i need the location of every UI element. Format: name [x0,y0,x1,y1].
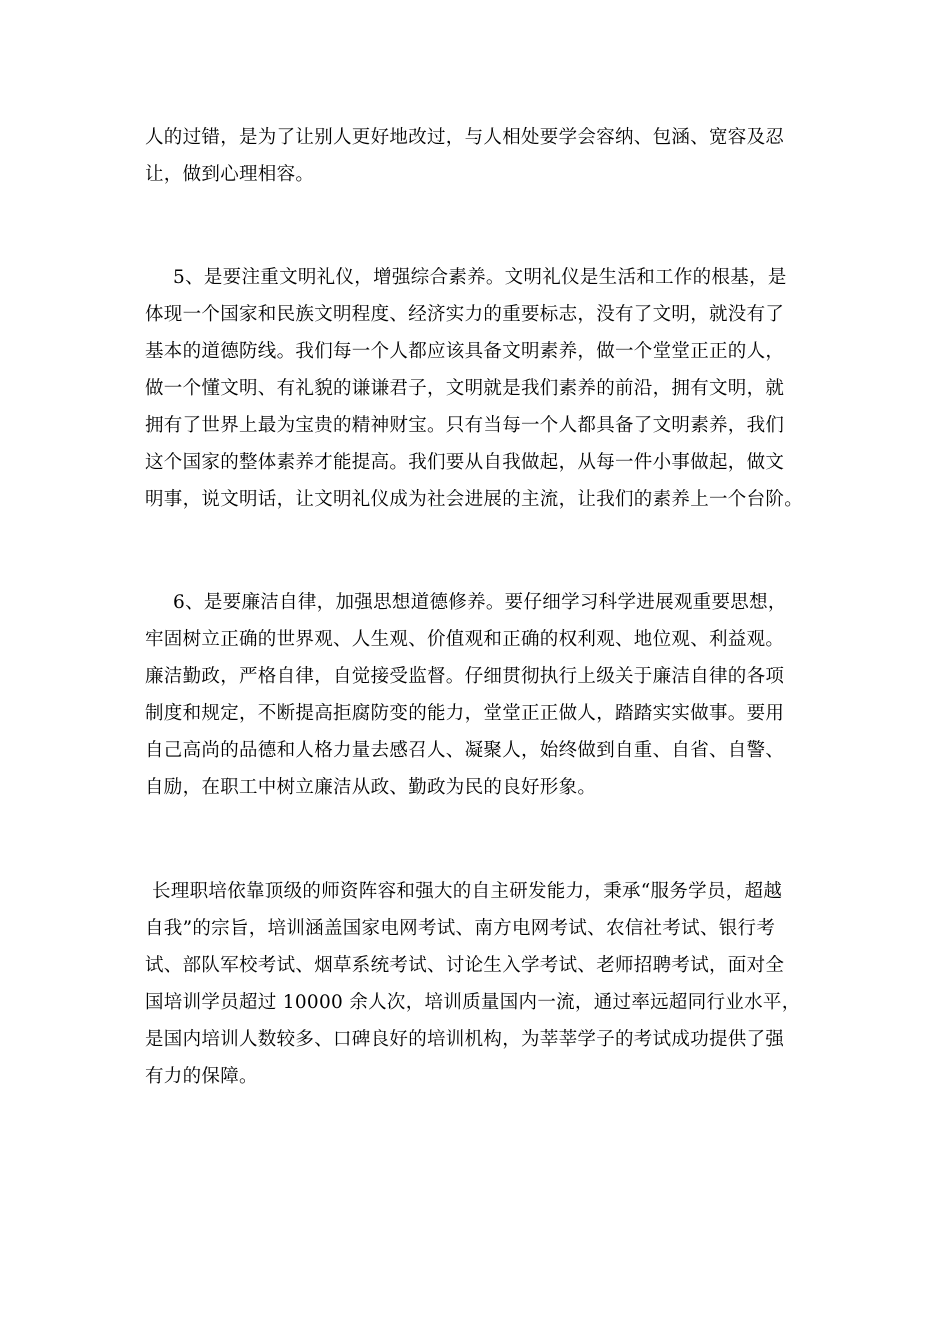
text-line: 牢固树立正确的世界观、人生观、价值观和正确的权利观、地位观、利益观。 [145,629,785,650]
text-line: 这个国家的整体素养才能提高。我们要从自我做起，从每一件小事做起，做文 [145,452,785,473]
text-line: 5、是要注重文明礼仪，增强综合素养。文明礼仪是生活和工作的根基，是 [173,267,787,288]
text-line: 6、是要廉洁自律，加强思想道德修养。要仔细学习科学进展观重要思想， [173,592,787,613]
paragraph-tolerance-continued [145,119,815,193]
paragraph-training-promo [145,873,815,1095]
text-line: 是国内培训人数较多、口碑良好的培训机构，为莘莘学子的考试成功提供了强 [145,1029,785,1050]
text-line: 自我”的宗旨，培训涵盖国家电网考试、南方电网考试、农信社考试、银行考 [145,918,776,939]
paragraph-integrity [145,584,815,806]
text-line: 试、部队军校考试、烟草系统考试、讨论生入学考试、老师招聘考试，面对全 [145,955,785,976]
text-line: 明事，说文明话，让文明礼仪成为社会进展的主流，让我们的素养上一个台阶。 [145,489,804,510]
text-line: 让，做到心理相容。 [145,164,315,185]
text-line: 人的过错，是为了让别人更好地改过，与人相处要学会容纳、包涵、宽容及忍 [145,127,785,148]
text-line: 国培训学员超过 10000 余人次，培训质量国内一流，通过率远超同行业水平， [145,992,801,1013]
text-line: 体现一个国家和民族文明程度、经济实力的重要标志，没有了文明，就没有了 [145,304,785,325]
text-line: 做一个懂文明、有礼貌的谦谦君子，文明就是我们素养的前沿，拥有文明，就 [145,378,785,399]
text-line: 有力的保障。 [145,1066,258,1087]
text-line: 制度和规定，不断提高拒腐防变的能力，堂堂正正做人，踏踏实实做事。要用 [145,703,785,724]
text-line: 拥有了世界上最为宝贵的精神财宝。只有当每一个人都具备了文明素养，我们 [145,415,785,436]
text-line: 自励，在职工中树立廉洁从政、勤政为民的良好形象。 [145,777,597,798]
paragraph-etiquette [145,259,815,518]
text-line: 自己高尚的品德和人格力量去感召人、凝聚人，始终做到自重、自省、自警、 [145,740,785,761]
text-line: 长理职培依靠顶级的师资阵容和强大的自主研发能力，秉承“服务学员，超越 [152,881,783,902]
text-line: 廉洁勤政，严格自律，自觉接受监督。仔细贯彻执行上级关于廉洁自律的各项 [145,666,785,687]
text-line: 基本的道德防线。我们每一个人都应该具备文明素养，做一个堂堂正正的人， [145,341,785,362]
